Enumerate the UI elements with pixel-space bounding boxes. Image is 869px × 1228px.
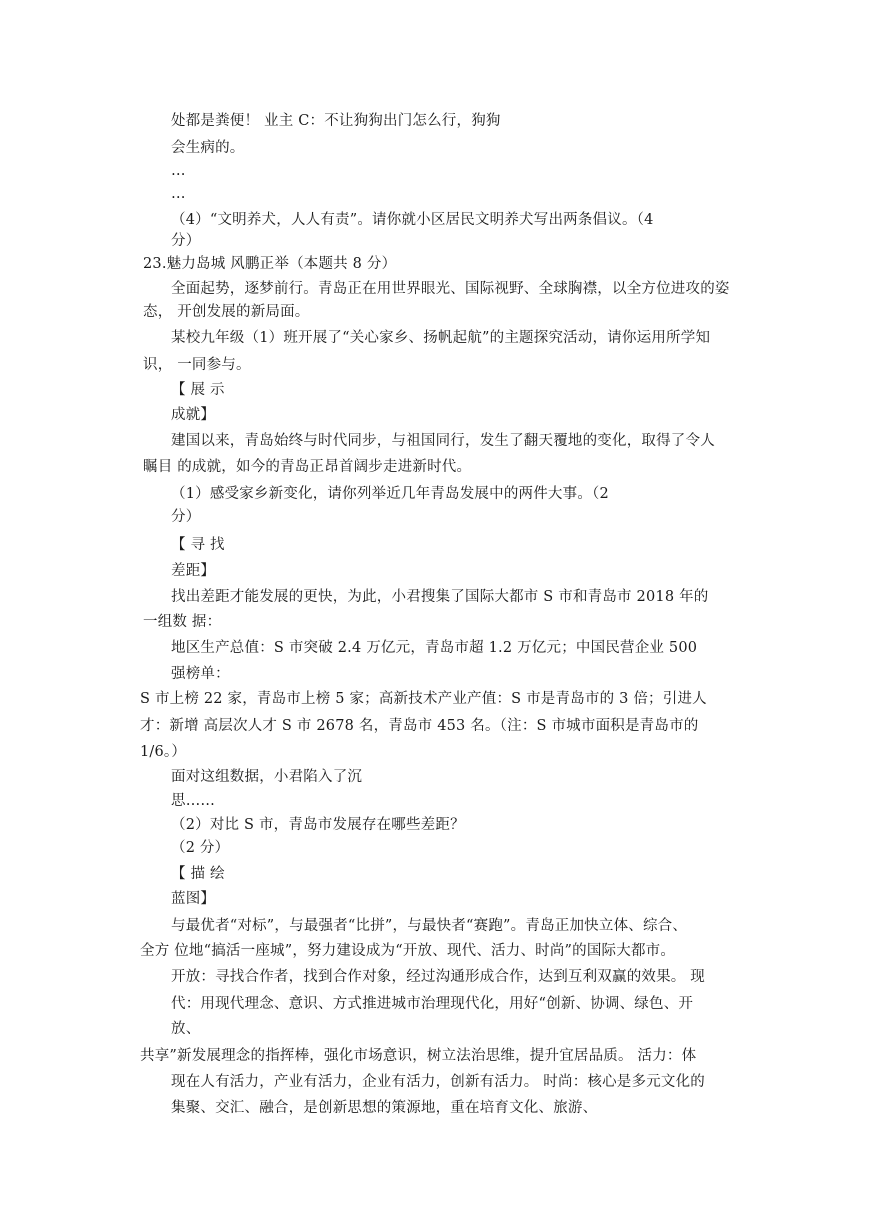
text-line: 某校九年级（1）班开展了“关心家乡、扬帆起航”的主题探究活动，请你运用所学知 bbox=[171, 330, 711, 346]
text-line: 分） bbox=[171, 509, 201, 525]
section-label: 蓝图】 bbox=[171, 891, 216, 907]
text-line: 开放：寻找合作者，找到合作对象，经过沟通形成合作，达到互利双赢的效果。 现 bbox=[171, 969, 706, 985]
text-line: （4）“文明养犬，人人有责”。请你就小区居民文明养犬写出两条倡议。（4 bbox=[171, 212, 654, 228]
text-line: 找出差距才能发展的更快，为此，小君搜集了国际大都市 S 市和青岛市 2018 年的 bbox=[171, 589, 709, 605]
text-line: 瞩目 的成就，如今的青岛正昂首阔步走进新时代。 bbox=[143, 459, 472, 475]
text-line: 识， 一同参与。 bbox=[143, 357, 251, 373]
text-line: 一组数 据： bbox=[143, 614, 222, 630]
section-label: 【 描 绘 bbox=[171, 866, 225, 882]
text-line: 1/6。） bbox=[140, 744, 187, 760]
section-label: 成就】 bbox=[171, 407, 216, 423]
text-line: … bbox=[171, 186, 186, 202]
text-line: （2 分） bbox=[171, 840, 230, 856]
text-line: 分） bbox=[171, 233, 201, 249]
text-line: 会生病的。 bbox=[171, 140, 245, 156]
text-line: 处都是粪便！ 业主 C：不让狗狗出门怎么行，狗狗 bbox=[171, 113, 501, 129]
text-line: 现在人有活力，产业有活力，企业有活力，创新有活力。 时尚：核心是多元文化的 bbox=[171, 1074, 706, 1090]
text-line: 建国以来，青岛始终与时代同步，与祖国同行，发生了翻天覆地的变化，取得了令人 bbox=[171, 433, 715, 449]
text-line: S 市上榜 22 家，青岛市上榜 5 家；高新技术产业产值：S 市是青岛市的 3 倍；引进人 bbox=[140, 691, 707, 707]
text-line: 强榜单： bbox=[171, 666, 230, 682]
text-line: 才：新增 高层次人才 S 市 2678 名，青岛市 453 名。（注：S 市城市面积是青岛市的 bbox=[140, 718, 699, 734]
text-line: 态， 开创发展的新局面。 bbox=[143, 304, 310, 320]
text-line: （2）对比 S 市，青岛市发展存在哪些差距？ bbox=[171, 817, 465, 833]
section-label: 差距】 bbox=[171, 563, 216, 579]
text-line: 地区生产总值：S 市突破 2.4 万亿元，青岛市超 1.2 万亿元；中国民营企业 500 bbox=[171, 640, 698, 656]
text-line: 代：用现代理念、意识、方式推进城市治理现代化，用好“创新、协调、绿色、开 bbox=[171, 996, 694, 1012]
text-line: 集聚、交汇、融合，是创新思想的策源地，重在培育文化、旅游、 bbox=[171, 1100, 598, 1116]
text-line: 共享”新发展理念的指挥棒，强化市场意识，树立法治思维，提升宜居品质。 活力：体 bbox=[140, 1048, 697, 1064]
section-label: 【 寻 找 bbox=[171, 537, 225, 553]
text-line: 放、 bbox=[171, 1021, 201, 1037]
text-line: 全方 位地“搞活一座城”，努力建设成为“开放、现代、活力、时尚”的国际大都市。 bbox=[140, 943, 676, 959]
text-line: 思…… bbox=[171, 793, 216, 809]
text-line: 与最优者“对标”，与最强者“比拼”，与最快者“赛跑”。青岛正加快立体、综合、 bbox=[171, 918, 688, 934]
text-line: 全面起势，逐梦前行。青岛正在用世界眼光、国际视野、全球胸襟，以全方位进攻的姿 bbox=[171, 281, 730, 297]
section-label: 【 展 示 bbox=[171, 382, 225, 398]
text-line: （1）感受家乡新变化，请你列举近几年青岛发展中的两件大事。（2 bbox=[171, 486, 609, 502]
text-line: … bbox=[171, 163, 186, 179]
question-heading: 23.魅力岛城 风鹏正举（本题共 8 分） bbox=[143, 256, 397, 272]
text-line: 面对这组数据，小君陷入了沉 bbox=[171, 769, 363, 785]
